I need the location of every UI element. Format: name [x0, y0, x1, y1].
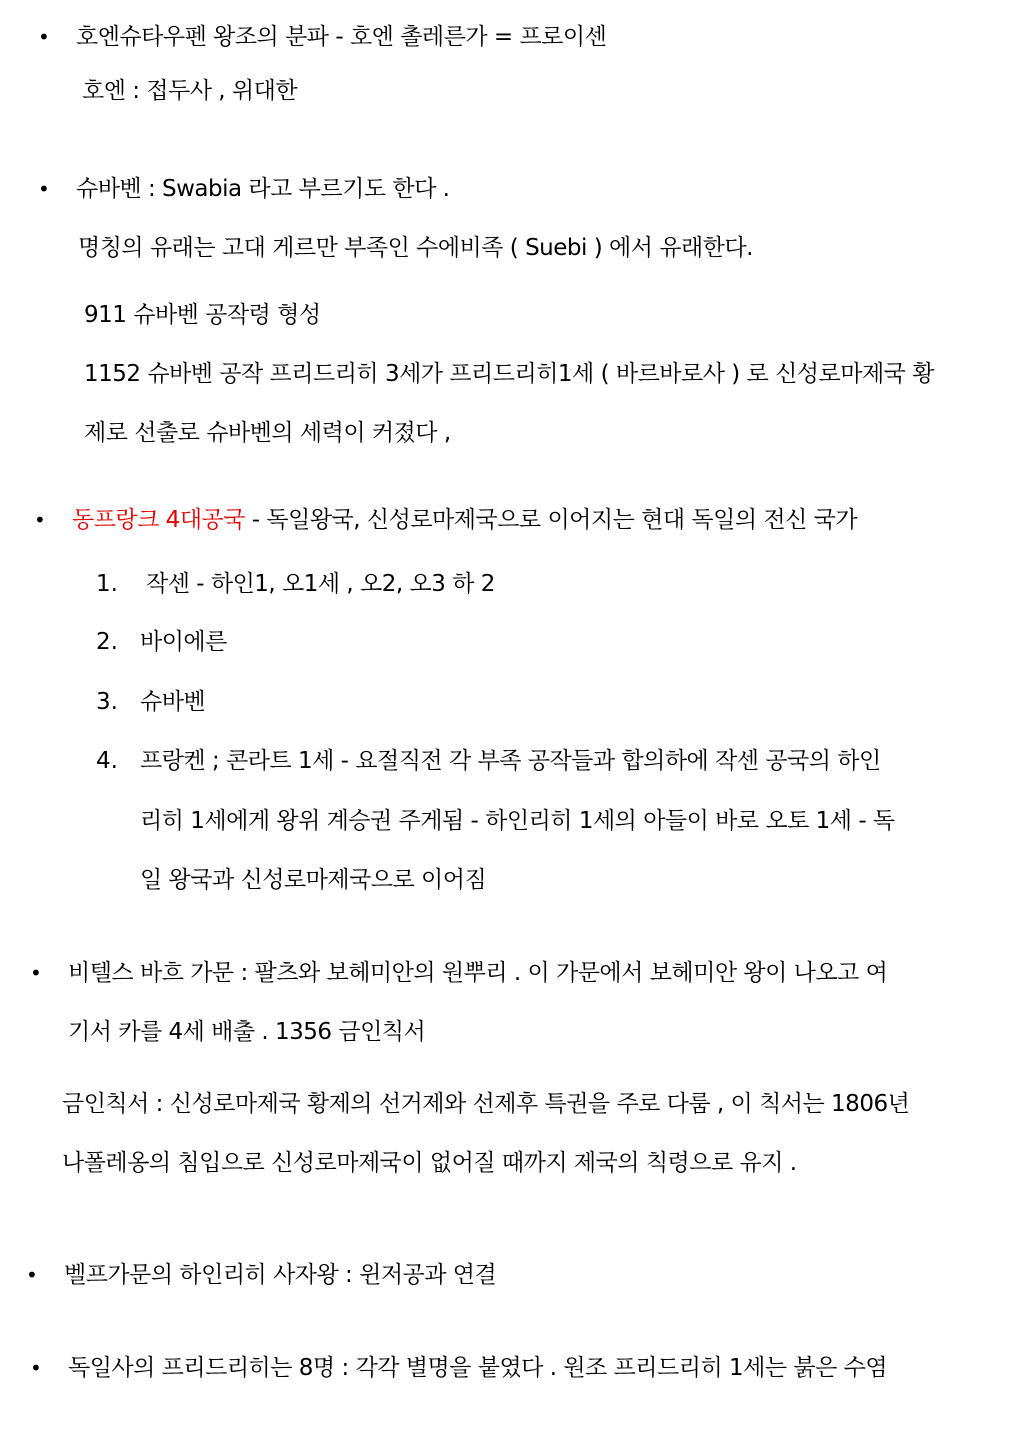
bullet-icon: •	[26, 1263, 38, 1287]
bullet-icon: •	[38, 177, 50, 201]
list-item-continued: 일 왕국과 신성로마제국으로 이어짐	[140, 867, 487, 893]
swabia-line5: 제로 선출로 슈바벤의 세력이 커졌다 ,	[84, 420, 451, 446]
wittelsbach-line2: 기서 카를 4세 배출 . 1356 금인칙서	[68, 1019, 426, 1045]
hohenstaufen-line1: 호엔슈타우펜 왕조의 분파 - 호엔 촐레른가 = 프로이센	[76, 24, 607, 50]
list-item: 작센 - 하인1, 오1세 , 오2, 오3 하 2	[146, 571, 495, 597]
list-item-number: 4.	[96, 748, 118, 774]
east-frank-title-rest: - 독일왕국, 신성로마제국으로 이어지는 현대 독일의 전신 국가	[244, 507, 858, 533]
east-frank-title: 동프랑크 4대공국	[72, 507, 245, 533]
bullet-icon: •	[30, 1356, 42, 1380]
list-item-number: 1.	[96, 571, 118, 597]
list-item-continued: 리히 1세에게 왕위 계승권 주게됨 - 하인리히 1세의 아들이 바로 오토 1세 - 독	[140, 808, 895, 834]
list-item: 슈바벤	[140, 689, 206, 715]
list-item: 바이에른	[140, 629, 227, 655]
list-item-number: 3.	[96, 689, 118, 715]
list-item: 프랑켄 ; 콘라트 1세 - 요절직전 각 부족 공작들과 합의하에 작센 공국의 하인	[140, 748, 881, 774]
wittelsbach-line1: 비텔스 바흐 가문 : 팔츠와 보헤미안의 원뿌리 . 이 가문에서 보헤미안 왕이 나오고 여	[68, 960, 888, 986]
east-frank-heading	[72, 505, 857, 535]
friedrich-line1: 독일사의 프리드리히는 8명 : 각각 별명을 붙였다 . 원조 프리드리히 1세는 붉은 수염	[68, 1355, 888, 1381]
swabia-line3: 911 슈바벤 공작령 형성	[84, 302, 321, 328]
wittelsbach-line4: 나폴레옹의 침입으로 신성로마제국이 없어질 때까지 제국의 칙령으로 유지 .	[62, 1150, 797, 1176]
swabia-line4: 1152 슈바벤 공작 프리드리히 3세가 프리드리히1세 ( 바르바로사 ) 로 신성로마제국 황	[84, 361, 934, 387]
bullet-icon: •	[30, 961, 42, 985]
bullet-icon: •	[34, 508, 46, 532]
bullet-icon: •	[38, 25, 50, 49]
swabia-line2: 명칭의 유래는 고대 게르만 부족인 수에비족 ( Suebi ) 에서 유래한다.	[78, 235, 753, 261]
wittelsbach-line3: 금인칙서 : 신성로마제국 황제의 선거제와 선제후 특권을 주로 다룸 , 이 칙서는 1806년	[62, 1091, 910, 1117]
hohenstaufen-line2: 호엔 : 접두사 , 위대한	[82, 78, 298, 104]
welf-line1: 벨프가문의 하인리히 사자왕 : 윈저공과 연결	[64, 1262, 497, 1288]
swabia-line1: 슈바벤 : Swabia 라고 부르기도 한다 .	[76, 176, 450, 202]
list-item-number: 2.	[96, 629, 118, 655]
